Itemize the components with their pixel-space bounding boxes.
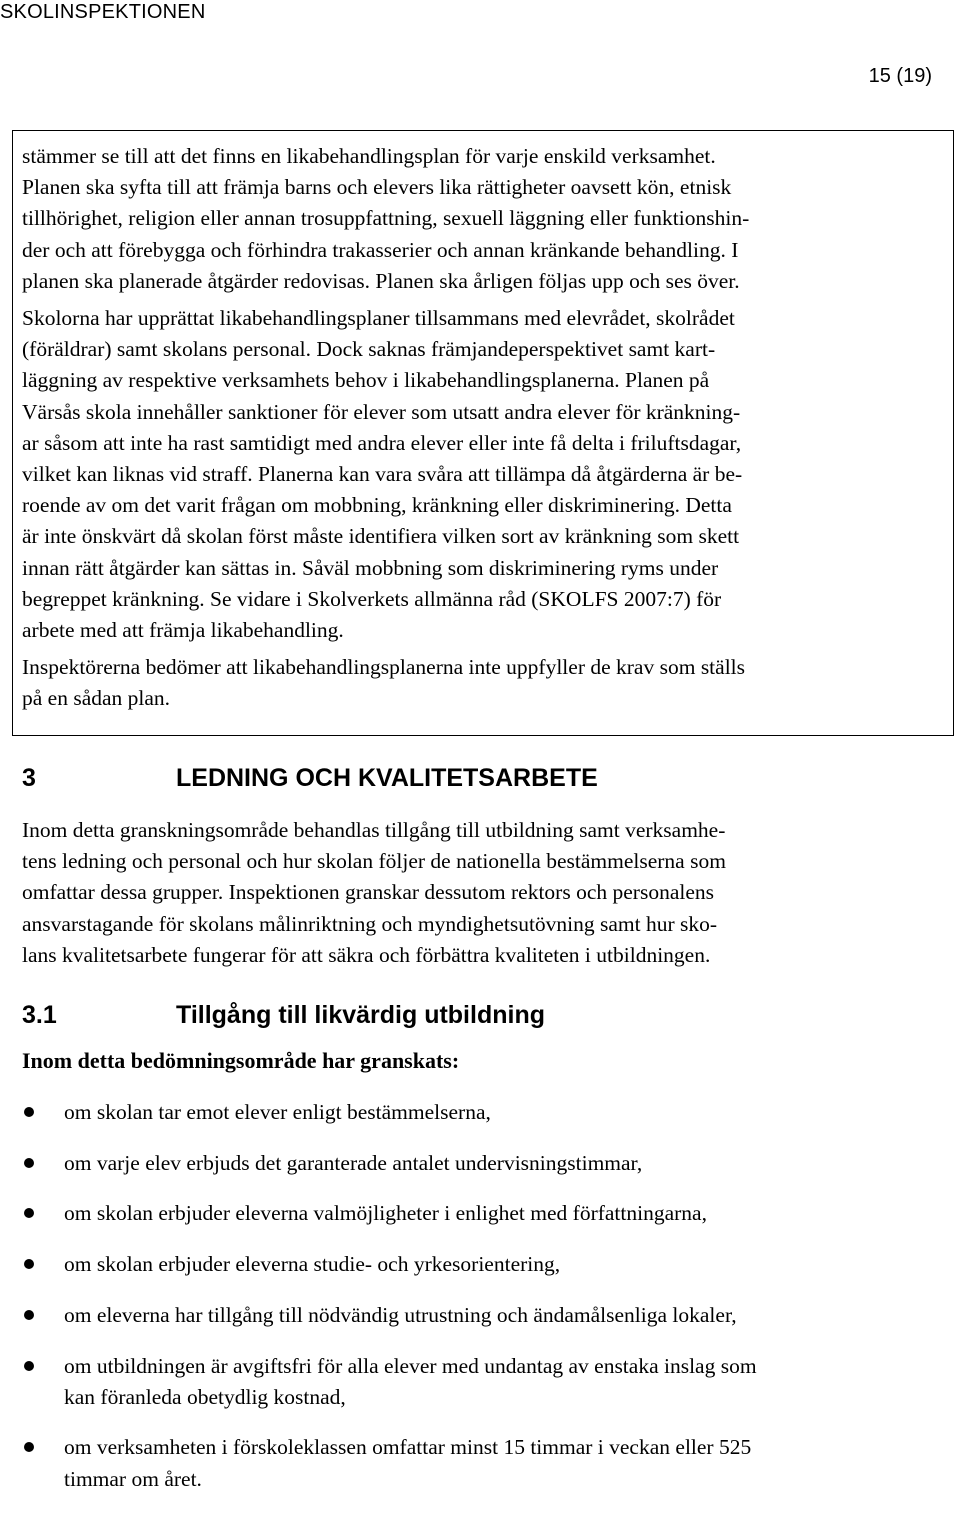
text-line: kan föranleda obetydlig kostnad, [64, 1384, 346, 1409]
list-item [22, 1249, 952, 1280]
text-line: Inspektörerna bedömer att likabehandlingsplanerna inte uppfyller de krav som ställs [22, 655, 746, 680]
text-line: begreppet kränkning. Se vidare i Skolverkets allmänna råd (SKOLFS 2007:7) för [22, 586, 722, 611]
list-item [22, 1351, 952, 1413]
text-line: innan rätt åtgärder kan sättas in. Såväl mobbning som diskriminering ryms under [22, 555, 719, 580]
text-line: om varje elev erbjuds det garanterade antalet undervisningstimmar, [64, 1150, 643, 1175]
text-line: stämmer se till att det finns en likabehandlingsplan för varje enskild verksamhet. [22, 144, 716, 168]
text-line: om utbildningen är avgiftsfri för alla elever med undantag av enstaka inslag som [64, 1353, 757, 1378]
list-item [22, 1097, 952, 1128]
section-3-intro [22, 815, 726, 971]
text-line: der och att förebygga och förhindra trakasserier och annan kränkande behandling. I [22, 237, 739, 262]
text-line: om verksamheten i förskoleklassen omfattar minst 15 timmar i veckan eller 525 [64, 1435, 752, 1460]
text-line: läggning av respektive verksamhets behov i likabehandlingsplanerna. Planen på [22, 368, 710, 393]
text-line: roende av om det varit frågan om mobbning, kränkning eller diskriminering. Detta [22, 493, 732, 518]
text-line: ansvarstagande för skolans målinriktning och myndighetsutövning samt hur sko- [22, 911, 718, 936]
text-line: om skolan tar emot elever enligt bestämmelserna, [64, 1100, 491, 1124]
text-line: tens ledning och personal och hur skolan följer de nationella bestämmelserna som [22, 849, 726, 874]
text-line: lans kvalitetsarbete fungerar för att säkra och förbättra kvaliteten i utbildningen. [22, 942, 711, 967]
text-line: om skolan erbjuder eleverna studie- och yrkesorientering, [64, 1252, 561, 1277]
text-line: om skolan erbjuder eleverna valmöjligheter i enlighet med författningarna, [64, 1201, 707, 1226]
text-line: på en sådan plan. [22, 686, 171, 711]
subsection-number: 3.1 [22, 1001, 57, 1029]
list-item [22, 1300, 952, 1331]
subsection-title: Tillgång till likvärdig utbildning [176, 1001, 545, 1029]
page-number: 15 (19) [868, 65, 932, 87]
text-line: tillhörighet, religion eller annan trosuppfattning, sexuell läggning eller funktionshin- [22, 206, 750, 231]
bullet-icon [24, 1158, 34, 1168]
text-line: Planen ska syfta till att främja barns och elevers lika rättigheter oavsett kön, etnisk [22, 175, 732, 200]
section-number: 3 [22, 764, 36, 792]
bullet-icon [24, 1361, 34, 1371]
text-line: om eleverna har tillgång till nödvändig utrustning och ändamålsenliga lokaler, [64, 1302, 737, 1327]
bullet-icon [24, 1442, 34, 1452]
list-item [22, 1432, 952, 1494]
box-paragraph-3 [22, 652, 953, 714]
assessment-criteria-list [22, 1097, 952, 1514]
assessment-lead: Inom detta bedömningsområde har granskats: [22, 1048, 460, 1073]
text-line: vilket kan liknas vid straff. Planerna kan vara svåra att tillämpa då åtgärderna är be- [22, 462, 743, 487]
section-3-heading [22, 764, 598, 793]
text-line: Inom detta granskningsområde behandlas tillgång till utbildning samt verksamhe- [22, 818, 726, 842]
bullet-icon [24, 1259, 34, 1269]
text-line: Värsås skola innehåller sanktioner för elever som utsatt andra elever för kränkning- [22, 399, 741, 424]
text-line: ar såsom att inte ha rast samtidigt med andra elever eller inte få delta i friluftsdagar, [22, 430, 742, 455]
text-line: timmar om året. [64, 1466, 202, 1491]
text-line: Skolorna har upprättat likabehandlingsplaner tillsammans med elevrådet, skolrådet [22, 306, 735, 331]
section-title: LEDNING OCH KVALITETSARBETE [176, 764, 598, 792]
running-header: SKOLINSPEKTIONEN [0, 1, 206, 23]
bullet-icon [24, 1310, 34, 1320]
box-paragraph-1 [22, 141, 953, 297]
bullet-icon [24, 1107, 34, 1117]
assessment-box [12, 130, 954, 736]
text-line: planen ska planerade åtgärder redovisas. Planen ska årligen följas upp och ses över. [22, 268, 740, 293]
text-line: (föräldrar) samt skolans personal. Dock saknas främjandeperspektivet samt kart- [22, 337, 716, 362]
box-paragraph-2 [22, 303, 953, 646]
text-line: är inte önskvärt då skolan först måste identifiera vilken sort av kränkning som skett [22, 524, 740, 549]
list-item [22, 1198, 952, 1229]
text-line: omfattar dessa grupper. Inspektionen granskar dessutom rektors och personalens [22, 880, 714, 905]
bullet-icon [24, 1208, 34, 1218]
list-item [22, 1148, 952, 1179]
section-3-1-heading [22, 1001, 545, 1030]
text-line: arbete med att främja likabehandling. [22, 618, 344, 643]
